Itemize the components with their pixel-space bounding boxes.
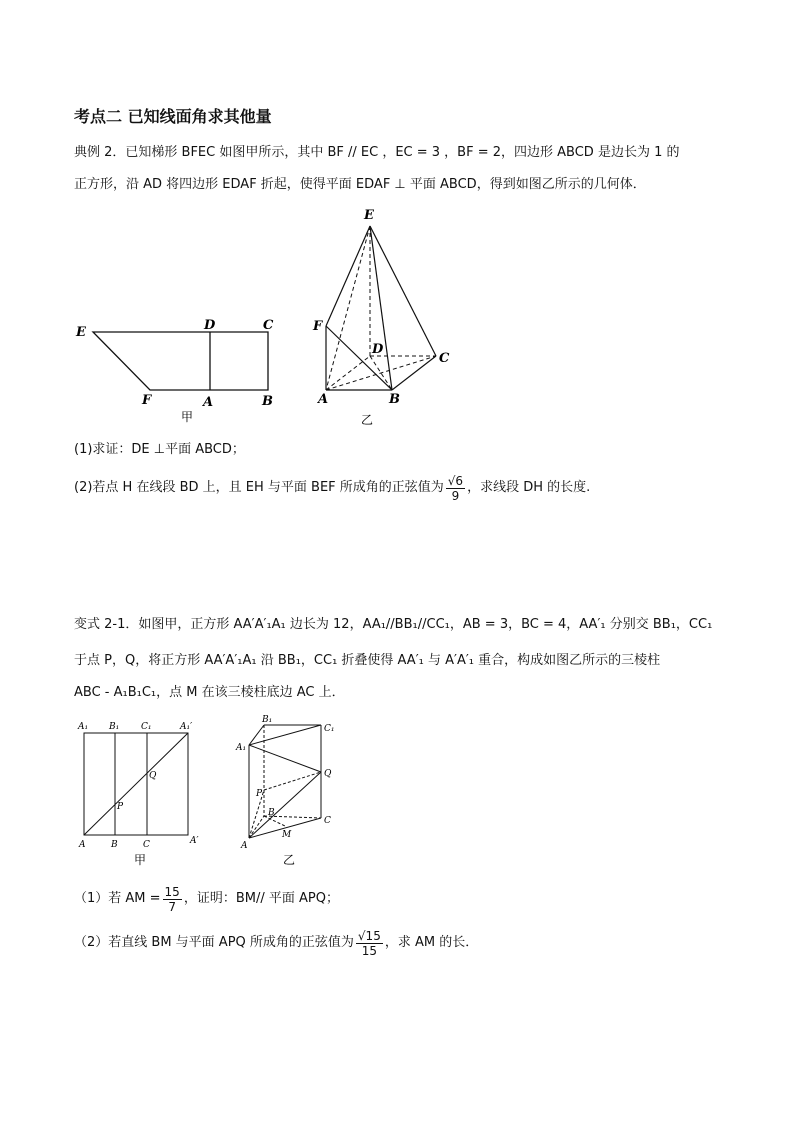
- yi-caption: 乙: [361, 413, 374, 427]
- variant-question-1: [74, 882, 339, 916]
- yi-label-f: F: [313, 319, 323, 334]
- jia-label-b: B: [262, 394, 273, 409]
- jia-label-c: C: [263, 318, 274, 333]
- example-line-1: 典例 2．已知梯形 BFEC 如图甲所示，其中 BF // EC ，EC = 3 ，BF = 2，四边形 ABCD 是边长为 1 的: [74, 145, 680, 160]
- f2-jia-a1: A₁: [78, 722, 89, 732]
- figure-jia-trapezoid: [93, 332, 268, 390]
- vq2-text-before: （2）若直线 BM 与平面 APQ 所成角的正弦值为: [74, 935, 354, 950]
- f2-yi-c: C: [324, 816, 331, 826]
- yi-label-a: A: [318, 392, 329, 407]
- jia-label-a: A: [203, 395, 214, 410]
- f2-jia-c1: C₁: [141, 722, 152, 732]
- figure-yi-solid: [326, 226, 436, 390]
- example-question-2: [74, 470, 590, 506]
- variant-line-2: 于点 P，Q，将正方形 AA′A′₁A₁ 沿 BB₁，CC₁ 折叠使得 AA′₁ 与 A′A′₁ 重合，构成如图乙所示的三棱柱: [74, 653, 661, 668]
- vq1-text-before: （1）若 AM =: [74, 891, 161, 906]
- vq1-fraction-denominator: 7: [168, 899, 176, 914]
- f2-yi-caption: 乙: [283, 853, 296, 867]
- jia-label-d: D: [204, 318, 216, 333]
- f2-yi-a1: A₁: [236, 743, 247, 753]
- jia-label-e: E: [76, 325, 86, 340]
- f2-jia-aprime: A′: [190, 836, 199, 846]
- yi-label-b: B: [389, 392, 400, 407]
- f2-jia-a: A: [79, 840, 86, 850]
- vq2-fraction-numerator: √15: [357, 928, 381, 943]
- figure2-jia-square: [84, 733, 188, 835]
- figure2-yi-prism: [249, 725, 321, 838]
- q2-text-after: ，求线段 DH 的长度.: [467, 480, 591, 495]
- variant-line-1: 变式 2-1．如图甲，正方形 AA′A′₁A₁ 边长为 12，AA₁//BB₁//CC₁，AB = 3，BC = 4，AA′₁ 分别交 BB₁，CC₁: [74, 617, 713, 632]
- f2-jia-c: C: [143, 840, 150, 850]
- f2-yi-b: B: [268, 808, 275, 818]
- variant-question-2: [74, 925, 478, 961]
- vq2-fraction: [356, 929, 383, 958]
- figure-trapezoid-fold: [70, 205, 470, 430]
- vq1-text-after: ，证明：BM// 平面 APQ；: [183, 891, 339, 906]
- q2-text-before: (2)若点 H 在线段 BD 上，且 EH 与平面 BEF 所成角的正弦值为: [74, 480, 444, 495]
- f2-yi-p: P: [256, 789, 263, 799]
- example-question-1: (1)求证：DE ⊥平面 ABCD；: [74, 442, 245, 457]
- yi-label-d: D: [372, 342, 384, 357]
- q2-fraction-denominator: 9: [451, 488, 460, 503]
- jia-label-f: F: [142, 393, 152, 408]
- f2-yi-q: Q: [324, 769, 332, 779]
- vq1-fraction: [163, 885, 182, 914]
- q2-fraction-numerator: √6: [447, 473, 464, 488]
- variant-line-3: ABC - A₁B₁C₁，点 M 在该三棱柱底边 AC 上．: [74, 685, 345, 700]
- yi-label-e: E: [364, 208, 374, 223]
- f2-jia-b1: B₁: [109, 722, 120, 732]
- vq2-fraction-denominator: 15: [361, 943, 377, 958]
- f2-jia-a1prime: A₁′: [180, 722, 193, 732]
- figure-square-fold-prism: [72, 712, 352, 872]
- f2-yi-c1: C₁: [324, 724, 335, 734]
- f2-yi-b1: B₁: [262, 715, 273, 725]
- f2-yi-m: M: [282, 830, 292, 840]
- yi-label-c: C: [439, 351, 450, 366]
- f2-yi-a: A: [241, 841, 248, 851]
- section-heading: 考点二 已知线面角求其他量: [74, 107, 272, 126]
- example-line-2: 正方形，沿 AD 将四边形 EDAF 折起，使得平面 EDAF ⊥ 平面 ABCD，得到如图乙所示的几何体．: [74, 177, 646, 192]
- trapezoid-outline: [93, 332, 268, 390]
- vq2-text-after: ，求 AM 的长．: [384, 935, 479, 950]
- f2-jia-q: Q: [149, 771, 157, 781]
- f2-jia-caption: 甲: [134, 853, 147, 867]
- q2-fraction: [446, 474, 465, 503]
- jia-caption: 甲: [181, 410, 194, 424]
- f2-jia-p: P: [117, 802, 124, 812]
- f2-jia-b: B: [111, 840, 118, 850]
- vq1-fraction-numerator: 15: [164, 884, 180, 899]
